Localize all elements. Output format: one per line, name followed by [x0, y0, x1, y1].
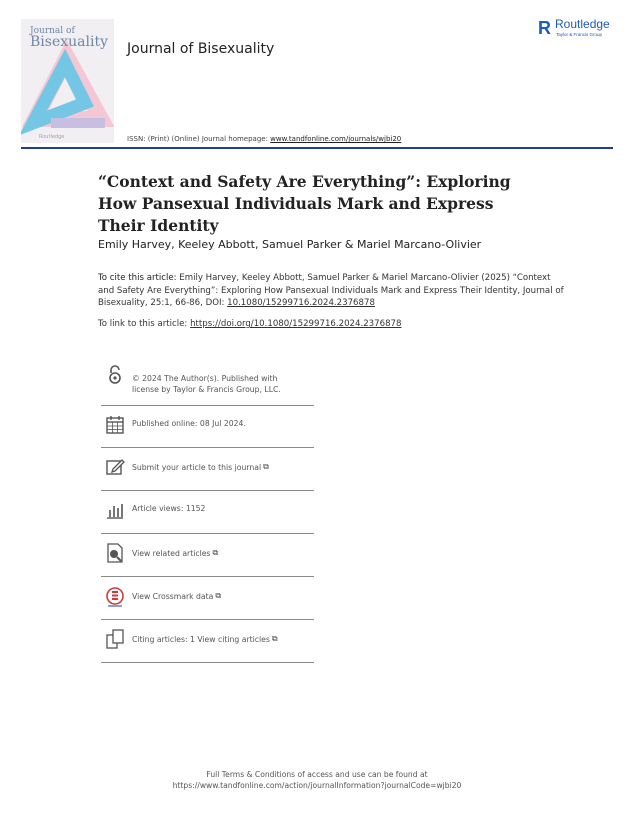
- routledge-logo: [538, 16, 618, 42]
- publisher-subtitle: Taylor & Francis Group: [556, 32, 603, 37]
- crossmark-label: View Crossmark data: [132, 592, 214, 601]
- bar-chart-icon: [104, 499, 126, 521]
- external-link-icon: ⧉: [215, 591, 222, 600]
- citation-block: [98, 272, 568, 310]
- citation-text: Emily Harvey, Keeley Abbott, Samuel Parker & Mariel Marcano-Olivier (2025) “Context and Safety Are Everything”: Exploring How Pansexual Individuals Mark and Express Their Identity, Journal of Bisexuality, 25:1, 66-86, DOI:: [98, 273, 564, 308]
- journal-name[interactable]: Journal of Bisexuality: [127, 41, 275, 57]
- citation-lead: To cite this article:: [98, 273, 180, 283]
- published-row: [101, 406, 314, 448]
- calendar-icon: [104, 414, 126, 436]
- terms-url-link[interactable]: https://www.tandfonline.com/action/journalInformation?journalCode=wjbi20: [172, 781, 462, 790]
- cover-footer: Routledge: [39, 134, 65, 140]
- external-link-icon: ⧉: [263, 462, 269, 471]
- issn-line: [127, 135, 401, 143]
- published-date: Published online: 08 Jul 2024.: [132, 419, 246, 428]
- row-divider: [101, 662, 314, 663]
- article-doi-link[interactable]: https://doi.org/10.1080/15299716.2024.2376878: [190, 319, 402, 329]
- submit-article-label: Submit your article to this journal: [132, 463, 262, 472]
- view-related-articles-link[interactable]: [132, 547, 218, 559]
- header-divider: [21, 147, 613, 149]
- submit-row[interactable]: [101, 448, 314, 491]
- article-title: “Context and Safety Are Everything”: Exploring How Pansexual Individuals Mark and Express Their Identity: [98, 172, 511, 235]
- article-views: Article views: 1152: [132, 504, 206, 513]
- view-citing-articles-link[interactable]: [132, 633, 278, 645]
- terms-line: Full Terms & Conditions of access and use can be found at: [206, 770, 428, 779]
- external-link-icon: ⧉: [212, 548, 219, 557]
- issn-prefix: ISSN: (Print) (Online) Journal homepage:: [127, 135, 271, 143]
- article-authors: Emily Harvey, Keeley Abbott, Samuel Parker & Mariel Marcano-Olivier: [98, 238, 482, 251]
- article-link-row: [98, 319, 402, 329]
- journal-cover-image: [21, 19, 114, 143]
- license-text: [132, 373, 281, 395]
- related-row[interactable]: [101, 534, 314, 577]
- related-articles-icon: [104, 542, 126, 564]
- external-link-icon: ⧉: [271, 634, 278, 643]
- citing-row[interactable]: [101, 620, 314, 663]
- journal-homepage-link[interactable]: www.tandfonline.com/journals/wjbi20: [270, 135, 402, 143]
- views-row: [101, 491, 314, 534]
- license-row: [101, 364, 314, 406]
- publisher-name: Routledge: [555, 17, 610, 31]
- routledge-r-icon: R: [538, 18, 551, 38]
- submit-article-link[interactable]: [132, 461, 269, 473]
- license-line1: © 2024 The Author(s). Published with: [132, 374, 278, 383]
- license-line2: license by Taylor & Francis Group, LLC.: [132, 385, 281, 394]
- citation-doi-link[interactable]: 10.1080/15299716.2024.2376878: [227, 298, 375, 308]
- citing-articles-label: Citing articles: 1 View citing articles: [132, 635, 270, 644]
- citing-articles-icon: [104, 628, 126, 650]
- view-crossmark-link[interactable]: [132, 590, 221, 602]
- edit-icon: [104, 456, 126, 478]
- cover-title-line1: Journal of: [30, 26, 75, 36]
- related-articles-label: View related articles: [132, 549, 211, 558]
- link-lead: To link to this article:: [98, 319, 191, 329]
- open-access-icon: [104, 364, 126, 386]
- crossmark-row[interactable]: [101, 577, 314, 620]
- crossmark-icon: [104, 586, 126, 608]
- cover-title-line2: Bisexuality: [30, 34, 108, 50]
